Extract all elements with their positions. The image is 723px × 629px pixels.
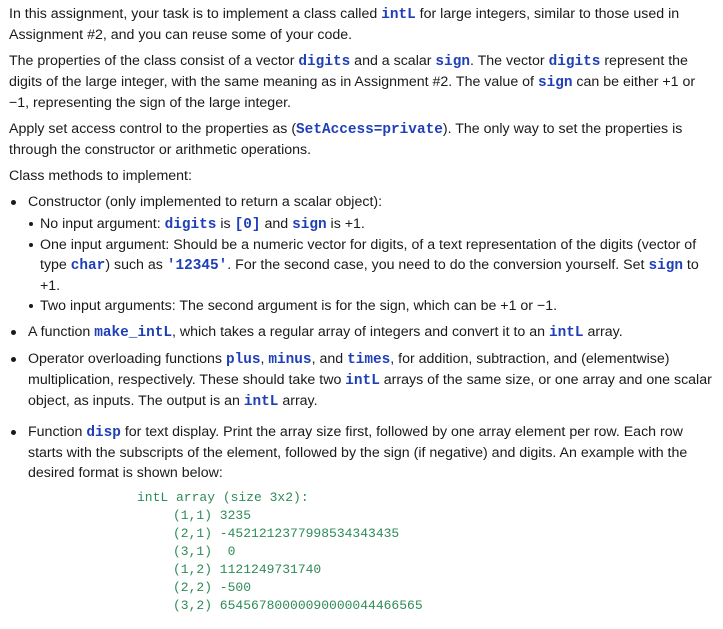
code-digits: digits <box>548 54 601 70</box>
text: for large integers, similar to those used in Assignment #2, and you can reuse some of your code. <box>9 6 680 43</box>
example-row: (3,2) 65456780000090000044466565 <box>173 598 423 613</box>
sublist-item-one-arg <box>28 235 715 296</box>
methods-heading: Class methods to implement: <box>9 168 192 184</box>
list-item-operators <box>9 349 715 412</box>
code-setaccess: SetAccess=private <box>296 122 443 138</box>
text: A function <box>28 324 95 340</box>
text: array. <box>583 324 623 340</box>
code-disp: disp <box>86 425 121 441</box>
text: is <box>216 216 235 232</box>
text: , which takes a regular array of integers and convert it to an <box>172 324 549 340</box>
example-output <box>137 489 715 615</box>
methods-list <box>9 192 715 483</box>
text: Two input arguments: The second argument is for the sign, which can be +1 or −1. <box>40 298 558 314</box>
code-plus: plus <box>225 352 261 368</box>
list-item-constructor <box>9 192 715 316</box>
example-row: (2,2) -500 <box>173 580 252 595</box>
example-row: (2,1) -4521212377998534343435 <box>173 526 400 541</box>
text: is +1. <box>326 216 365 232</box>
example-header: intL array (size 3x2): <box>137 490 309 505</box>
code-digits: digits <box>298 54 351 70</box>
text: can be either +1 or −1, representing the sign of the large integer. <box>9 74 696 111</box>
code-sign: sign <box>537 75 573 91</box>
code-zero: [0] <box>234 217 261 233</box>
text: for text display. Print the array size first, followed by one array element per row. Each row starts with the subscripts of the element, followed by the sign (if negative) and digits. An example with the desired format is shown below: <box>28 424 688 481</box>
text: The properties of the class consist of a vector <box>9 53 299 69</box>
code-times: times <box>347 352 391 368</box>
text: . The vector <box>469 53 549 69</box>
code-sign: sign <box>435 54 470 70</box>
code-string-example: '12345' <box>166 258 228 274</box>
example-row: (3,1) 0 <box>173 544 236 559</box>
code-intL: intL <box>243 394 279 410</box>
example-row: (1,1) 3235 <box>173 508 252 523</box>
text: Constructor (only implemented to return a scalar object): <box>28 194 383 210</box>
intro-paragraph <box>9 4 715 45</box>
text: to +1. <box>40 257 699 294</box>
text: and <box>260 216 293 232</box>
text: ). The only way to set the properties is through the constructor or arithmetic operations. <box>9 121 683 158</box>
text: ) such as <box>105 257 167 273</box>
text: arrays of the same size, or one array and one scalar object, as inputs. The output is an <box>28 372 712 409</box>
text: Function <box>28 424 87 440</box>
text: array. <box>278 393 318 409</box>
text: No input argument: <box>40 216 165 232</box>
text: and a scalar <box>350 53 436 69</box>
text: represent the digits of the large integer, with the same meaning as in Assignment #2. The value of <box>9 53 688 90</box>
code-make-intL: make_intL <box>94 325 172 341</box>
code-sign: sign <box>648 258 683 274</box>
constructor-sublist <box>28 214 715 316</box>
properties-paragraph <box>9 51 715 113</box>
text: Apply set access control to the properties as ( <box>9 121 297 137</box>
list-item-disp <box>9 422 715 483</box>
list-item-make-intl <box>9 322 715 343</box>
text: One input argument: Should be a numeric vector for digits, of a text representation of the digits (vector of type <box>40 237 697 273</box>
text: In this assignment, your task is to implement a class called <box>9 6 382 22</box>
code-sign: sign <box>292 217 327 233</box>
code-digits: digits <box>164 217 217 233</box>
sublist-item-no-arg <box>28 214 715 235</box>
code-intL: intL <box>381 7 416 23</box>
text: , and <box>311 351 348 367</box>
access-paragraph <box>9 119 715 160</box>
code-minus: minus <box>268 352 312 368</box>
example-row: (1,2) 1121249731740 <box>173 562 322 577</box>
text: Operator overloading functions <box>28 351 226 367</box>
text: . For the second case, you need to do the conversion yourself. Set <box>227 257 649 273</box>
code-char: char <box>70 258 106 274</box>
text: , for addition, subtraction, and (elementwise) multiplication, respectively. These should take two <box>28 351 670 388</box>
text: , <box>260 351 269 367</box>
code-intL: intL <box>548 325 584 341</box>
sublist-item-two-args <box>28 296 715 316</box>
code-intL: intL <box>345 373 380 389</box>
